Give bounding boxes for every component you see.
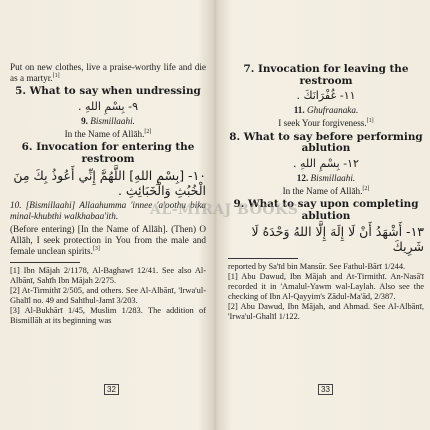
section-5-transliteration: 9. Bismillaahi.	[81, 116, 135, 126]
footnote-2: [2] At-Tirmithī 2/505, and others. See Al-Albānī, 'Irwa'ul-Ghalīl no. 49 and Sahīhul-Jamī 3/203.	[10, 285, 206, 305]
section-6-title: 6. Invocation for entering the restroom	[21, 141, 195, 165]
section-5-arabic: ٩- بِسْمِ اللهِ .	[77, 100, 139, 113]
section-7-translation: I seek Your forgiveness.[1]	[278, 118, 374, 129]
footnote-3: [3] Al-Bukhārī 1/45, Muslim 1/283. The addition of Bismillāh at its beginning was	[10, 305, 206, 325]
section-6-transliteration: 10. [Bismillaahi] Allaahumma 'innee 'a'oothu bika minal-khubthi walkhabaa'ith.	[10, 199, 206, 221]
footnote-1: [1] Abu Dawud, Ibn Mājah and At-Tirmithī. An-Nasā'ī recorded it in 'Amalul-Yawm wal-Laylah. Also see the checking of Ibn Al-Qayyim's Zādul-Ma'ād, 2/387.	[228, 272, 424, 302]
section-7-title: 7. Invocation for leaving the restroom	[243, 63, 409, 87]
intro-paragraph: Put on new clothes, live a praise-worthy life and die as a martyr.[1]	[10, 62, 206, 84]
section-7-arabic: ١١- غُفْرَانَكَ .	[296, 89, 356, 103]
section-6-translation: (Before entering) [In the Name of Allāh]. (Then) O Allāh, I seek protection in You from the male and female unclean spirits.[3]	[10, 224, 206, 257]
section-5-title: 5. What to say when undressing	[15, 85, 201, 98]
section-8-transliteration: 12. Bismillaahi.	[296, 172, 356, 183]
footnote-divider	[228, 258, 298, 259]
section-8-translation: In the Name of Allāh.[2]	[282, 185, 370, 196]
section-8-arabic: ١٢- بِسْمِ اللهِ .	[293, 156, 359, 170]
footnote-1: [1] Ibn Mājah 2/1178, Al-Baghawī 12/41. See also Al-Albānī, Sahīh Ibn Mājah 2/275.	[10, 265, 206, 285]
page-number-right: 33	[318, 384, 333, 395]
section-9-arabic: ١٣- أَشْهَدُ أَنْ لَا إِلَهَ إِلَّا اللهُ وَحْدَهُ لَا شَرِيكَ	[251, 224, 424, 255]
section-6-arabic: ١٠- [بِسْمِ اللهِ] اللَّهُمَّ إِنِّي أَعُوذُ بِكَ مِنَ الْخُبُثِ وَالْخَبَائِثِ .	[13, 167, 206, 198]
section-8-title: 8. What to say before performing ablution	[229, 130, 423, 155]
watermark-text: AL-MIRAJ BOOKS	[150, 202, 299, 218]
footnote-divider	[10, 262, 80, 263]
section-5-translation: In the Name of Allāh.[2]	[64, 129, 152, 140]
footnote-continued: reported by Sa'īd bin Mansūr. See Fathul-Bārī 1/244.	[228, 262, 406, 272]
section-7-transliteration: 11. Ghufraanaka.	[293, 105, 359, 116]
footnote-2: [2] Abu Dawud, Ibn Mājah, and Ahmad. See Al-Albānī, 'Irwa'ul-Ghalīl 1/122.	[228, 302, 424, 322]
section-9-title: 9. What to say upon completing ablution	[233, 198, 419, 222]
page-number-left: 32	[104, 384, 119, 395]
